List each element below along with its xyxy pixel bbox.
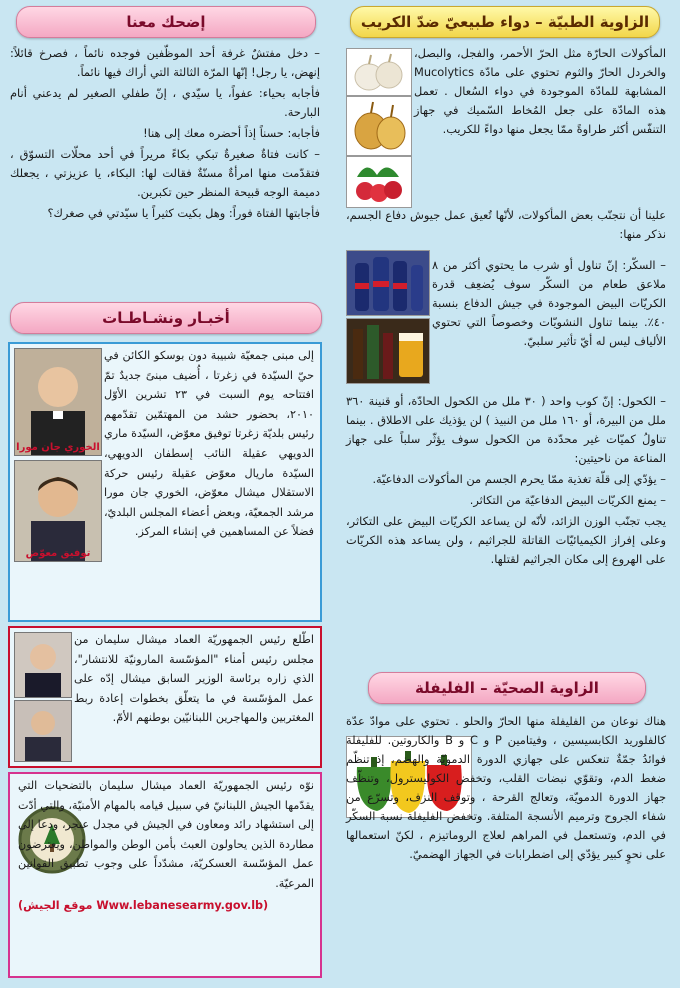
mayor-photo [14, 460, 102, 562]
soda-bottles-image [346, 250, 430, 316]
news-box-president [8, 626, 322, 768]
paragraph-weight: يجب تجنّب الوزن الزائد، لأنّه لن يساعد الكريّات البيض على التكاثر، وعلى إفراز الكيميائيّات القاتلة للجراثيم ، ولن يساعد هذه الكريّات على الهروع إلى مكان الجراثيم لقتلها. [346, 514, 666, 566]
news-box-army [8, 772, 322, 978]
paragraph-nutrition: – يؤدّي إلى قلّة تغذية ممّا يحرم الجسم من المأكولات الدفاعيّة. [372, 472, 666, 486]
joke-two: – كانت فتاةٌ صغيرةٌ تبكي بكاءً مريراً في أحد محلّات التسوّق ، فتقدّمت منها امرأةٌ مسنّةٌ فقالت لها: البكاء، يا عزيزتي ، يجعلك دميمة الوجه قبيحة المنظر حين تكبرين. [10, 147, 320, 199]
paragraph-white-cells: – يمنع الكريّات البيض الدفاعيّة من التكاثر. [469, 493, 666, 507]
left-column [0, 0, 330, 988]
radish-image [346, 156, 412, 208]
pepper-text [346, 712, 666, 866]
army-paragraph: نوّه رئيس الجمهوريّة العماد ميشال سليمان بالتضحيات التي يقدّمها الجيش اللبنانيّ في سبيل قيامه بالمهام الأمنيّة، والتي أدّت إلى استشهاد رائد ومعاون في الجيش في مجدل عنجر، ودعا إلى مطاردة الذين يحاولون العبث بأمن الوطن والمواطن، ويعترضون عمل المؤسّسة العسكريّة، مشدّداً على وجوب تطبيق القوانين المرعيّة. [18, 779, 314, 890]
joke-one-reply: فأجابه بحياء: عفواً، يا سيّدي ، إنّ طفلي الصغير لم يدعني أنام البارحة. [10, 86, 320, 119]
don-bosco-paragraph: إلى مبنى جمعيّة شبيبة دون بوسكو الكائن في حيّ السيّدة في زغرتا ، أُضيف مبنىً جديدٌ تمّ افتتاحه يوم السبت في ٢٣ تشرين الأوّل ٢٠١٠، بحضور حشد من المهتمّين تقدّمهم رئيس بلديّة زغرتا توفيق معوّض، السيّدة ماري الدويهي عقيلة النائب إسطفان الدويهي، السيّدة ماريال معوّض عقيلة رئيس حركة الاستقلال ميشال معوّض، الخوري جان مورا مرشد الجمعيّة، وبعض أعضاء المجلس البلديّ، فضلاً عن المساهمين في إنشاء المركز. [104, 349, 315, 539]
onion-image [346, 96, 412, 156]
army-text [18, 776, 314, 917]
news-header: أخبـار ونشـاطـات [10, 302, 322, 334]
don-bosco-text [104, 346, 314, 544]
sugar-text [432, 256, 666, 353]
news-box-don-bosco [8, 342, 322, 622]
priest-caption: الخوري جان مورا [16, 442, 100, 453]
medical-avoid-text [346, 206, 666, 246]
joke-two-punchline: فأجابتها الفتاة فوراً: وهل بكيت كثيراً يا سيّدتي في صغرك؟ [47, 206, 320, 220]
alcohol-drinks-image [346, 318, 430, 384]
president-photo [14, 632, 72, 698]
army-source-link[interactable]: (موقع الجيش Www.lebanesearmy.gov.lb) [18, 898, 269, 912]
garlic-image [346, 48, 412, 96]
president-paragraph: اطّلع رئيس الجمهوريّة العماد ميشال سليمان من مجلس رئيس أمناء "المؤسّسة المارونيّة للانتشار"، الذي زاره برئاسة الوزير السابق ميشال إدّه على عمل المؤسّسة في ما يتعلّق بخطوات إعادة ربط المغتربين والمهاجرين اللبنانيّين بوطنهم الأمّ. [74, 633, 314, 725]
right-column [332, 0, 680, 988]
paragraph-pepper: هناك نوعان من الفليفلة منها الحارّ والحلو . تحتوي على موادّ عدّة كالفلوريد الكابسيسين ، وفيتامين P و C و B والكاروتين. للفليفلة فوائدُ جمّةٌ تنعكس على جهازي الدورة الدمويّة والهضم، إذ تنظّم ضغط الدم، وتقوّي نبضات القلب، وتخفض الكوليسترول، وتنظّف جهاز الدورة الدمويّة، وتعالج القرحة ، وتوقف النزف، وتسرّع من شفاء الجروح وترميم الأنسجة المتلفة. وتخفض الفليفلة نسبة السكّر في الدم، وتستعمل في المراهم لعلاج الروماتيزم ، لكنّ استعمالها على نحوٍ كبير يؤدّي إلى اضطرابات في الجهاز الهضميّ. [346, 714, 666, 861]
paragraph-sugar: – السكّر: إنّ تناول أو شرب ما يحتوي أكثر من ٨ ملاعق طعام من السكّر سوف يُضعِف قدرة الكريّات البيض الموجودة في جيش الدفاع بنسبة ٤٠٪. بينما تناول النشويّات وخصوصاً التي تحتوي الألياف ليس له أيّ تأثير سلبيّ. [432, 258, 666, 348]
joke-one-punchline: فأجابه: حسناً إذاً أحضره معك إلى هنا! [143, 126, 320, 140]
paragraph-alcohol: – الكحول: إنّ كوب واحد ( ٣٠ ملل من الكحول الحادّة، أو قنينة ٣٦٠ ملل من البيرة، أو ١٦٠ ملل من النبيذ ) لن يؤذيك على الاطلاق . بينما تناولُ كميّات غير محدّدة من الكحول سوف يؤثّر سلباً على جهاز المناعة من ناحيتين: [346, 394, 666, 465]
joke-one: – دخل مفتشٌ غرفة أحد الموظّفين فوجده نائماً ، فصرخ قائلاً: إنهض، يا رجل! إنّها المرّة الثالثة التي أراك فيها نائماً. [10, 46, 320, 79]
mayor-caption: توفيق معوّض [25, 548, 91, 559]
minister-photo [14, 700, 72, 762]
laugh-with-us-header: إضحك معنا [16, 6, 316, 38]
alcohol-text [346, 392, 666, 571]
priest-photo [14, 348, 102, 456]
health-corner-header: الزاوية الصحيّة – الفليفلة [368, 672, 646, 704]
paragraph-spicy-foods: المأكولات الحارّة مثل الحرّ الأحمر، والفجل، والبصل، والخردل الحارّ والثوم تحتوي على مادّة Mucolytics المشابهة للمادّة الموجودة في دواء السُعال . تعمل هذه المادّة على جعل المُخاط السّميك في جهاز التنفّس أكثر طراوةً ممّا يجعل منها دواءً للكريب. [414, 46, 666, 136]
president-text [74, 630, 314, 730]
paragraph-avoid: علينا أن نتجنّب بعض المأكولات، لأنّها تُعيق عمل جيوش دفاع الجسم، نذكر منها: [346, 208, 666, 241]
jokes-text [10, 44, 320, 225]
medical-corner-header: الزاوية الطبيّة – دواء طبيعيّ ضدّ الكريب [350, 6, 660, 38]
medical-intro-text [414, 44, 666, 141]
